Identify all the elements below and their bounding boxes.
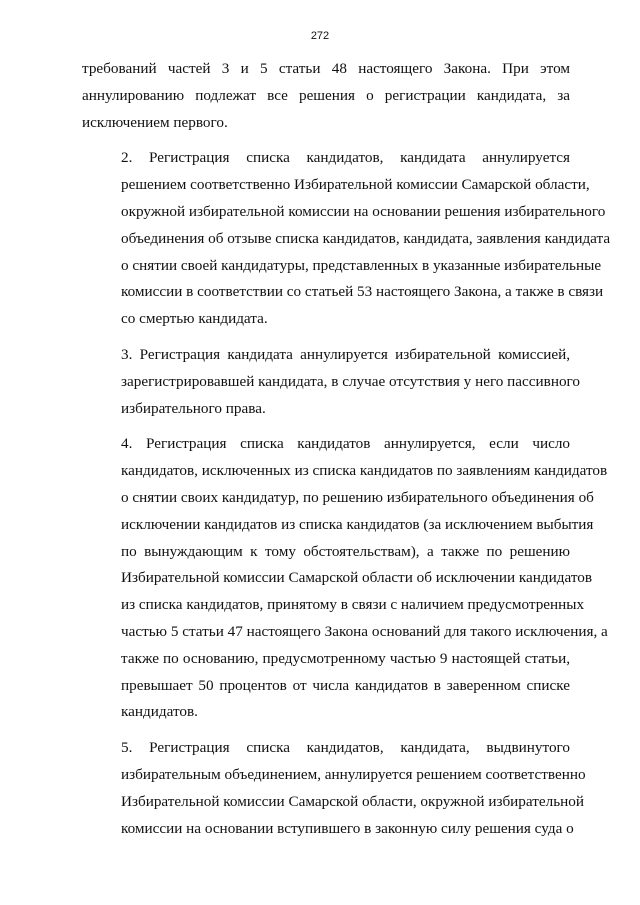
paragraph <box>82 145 611 333</box>
text-line: по вынуждающим к тому обстоятельствам), а также по решению <box>121 542 570 560</box>
text-line: со смертью кандидата. <box>121 310 268 328</box>
text-line: комиссии в соответствии со статьей 53 настоящего Закона, а также в связи <box>121 283 604 301</box>
text-line: 2. Регистрация списка кандидатов, кандидата аннулируется <box>121 149 570 167</box>
text-line: 4. Регистрация списка кандидатов аннулируется, если число <box>121 435 570 453</box>
paragraph <box>82 56 570 136</box>
body-text <box>82 56 611 851</box>
paragraph <box>82 735 586 842</box>
text-line: исключении кандидатов из списка кандидатов (за исключением выбытия <box>121 515 594 533</box>
text-line: исключением первого. <box>82 113 228 131</box>
text-line: о снятии своей кандидатуры, представленных в указанные избирательные <box>121 256 602 274</box>
text-line: также по основанию, предусмотренному частью 9 настоящей статьи, <box>121 649 570 667</box>
paragraph <box>82 431 608 726</box>
text-line: превышает 50 процентов от числа кандидатов в заверенном списке <box>121 676 570 694</box>
text-line: Избирательной комиссии Самарской области об исключении кандидатов <box>121 569 593 587</box>
text-line: избирательного права. <box>121 399 266 417</box>
text-line: кандидатов, исключенных из списка кандидатов по заявлениям кандидатов <box>121 462 608 480</box>
page-number: 272 <box>310 30 330 42</box>
paragraph <box>82 342 580 422</box>
text-line: Избирательной комиссии Самарской области, окружной избирательной <box>121 792 584 810</box>
text-line: частью 5 статьи 47 настоящего Закона оснований для такого исключения, а <box>121 622 608 640</box>
text-line: требований частей 3 и 5 статьи 48 настоящего Закона. При этом <box>82 60 570 77</box>
text-line: из списка кандидатов, принятому в связи с наличием предусмотренных <box>121 596 585 614</box>
text-line: решением соответственно Избирательной комиссии Самарской области, <box>121 176 590 194</box>
text-line: избирательным объединением, аннулируется решением соответственно <box>121 765 586 783</box>
text-line: 3. Регистрация кандидата аннулируется избирательной комиссией, <box>121 345 570 363</box>
text-line: кандидатов. <box>121 703 198 721</box>
text-line: о снятии своих кандидатур, по решению избирательного объединения об <box>121 488 594 506</box>
text-line: комиссии на основании вступившего в законную силу решения суда о <box>121 819 574 837</box>
text-line: окружной избирательной комиссии на основании решения избирательного <box>121 202 606 220</box>
text-line: аннулированию подлежат все решения о регистрации кандидата, за <box>82 86 570 104</box>
text-line: 5. Регистрация списка кандидатов, кандидата, выдвинутого <box>121 739 570 757</box>
text-line: объединения об отзыве списка кандидатов, кандидата, заявления кандидата <box>121 229 611 247</box>
text-line: зарегистрировавшей кандидата, в случае отсутствия у него пассивного <box>121 372 580 390</box>
